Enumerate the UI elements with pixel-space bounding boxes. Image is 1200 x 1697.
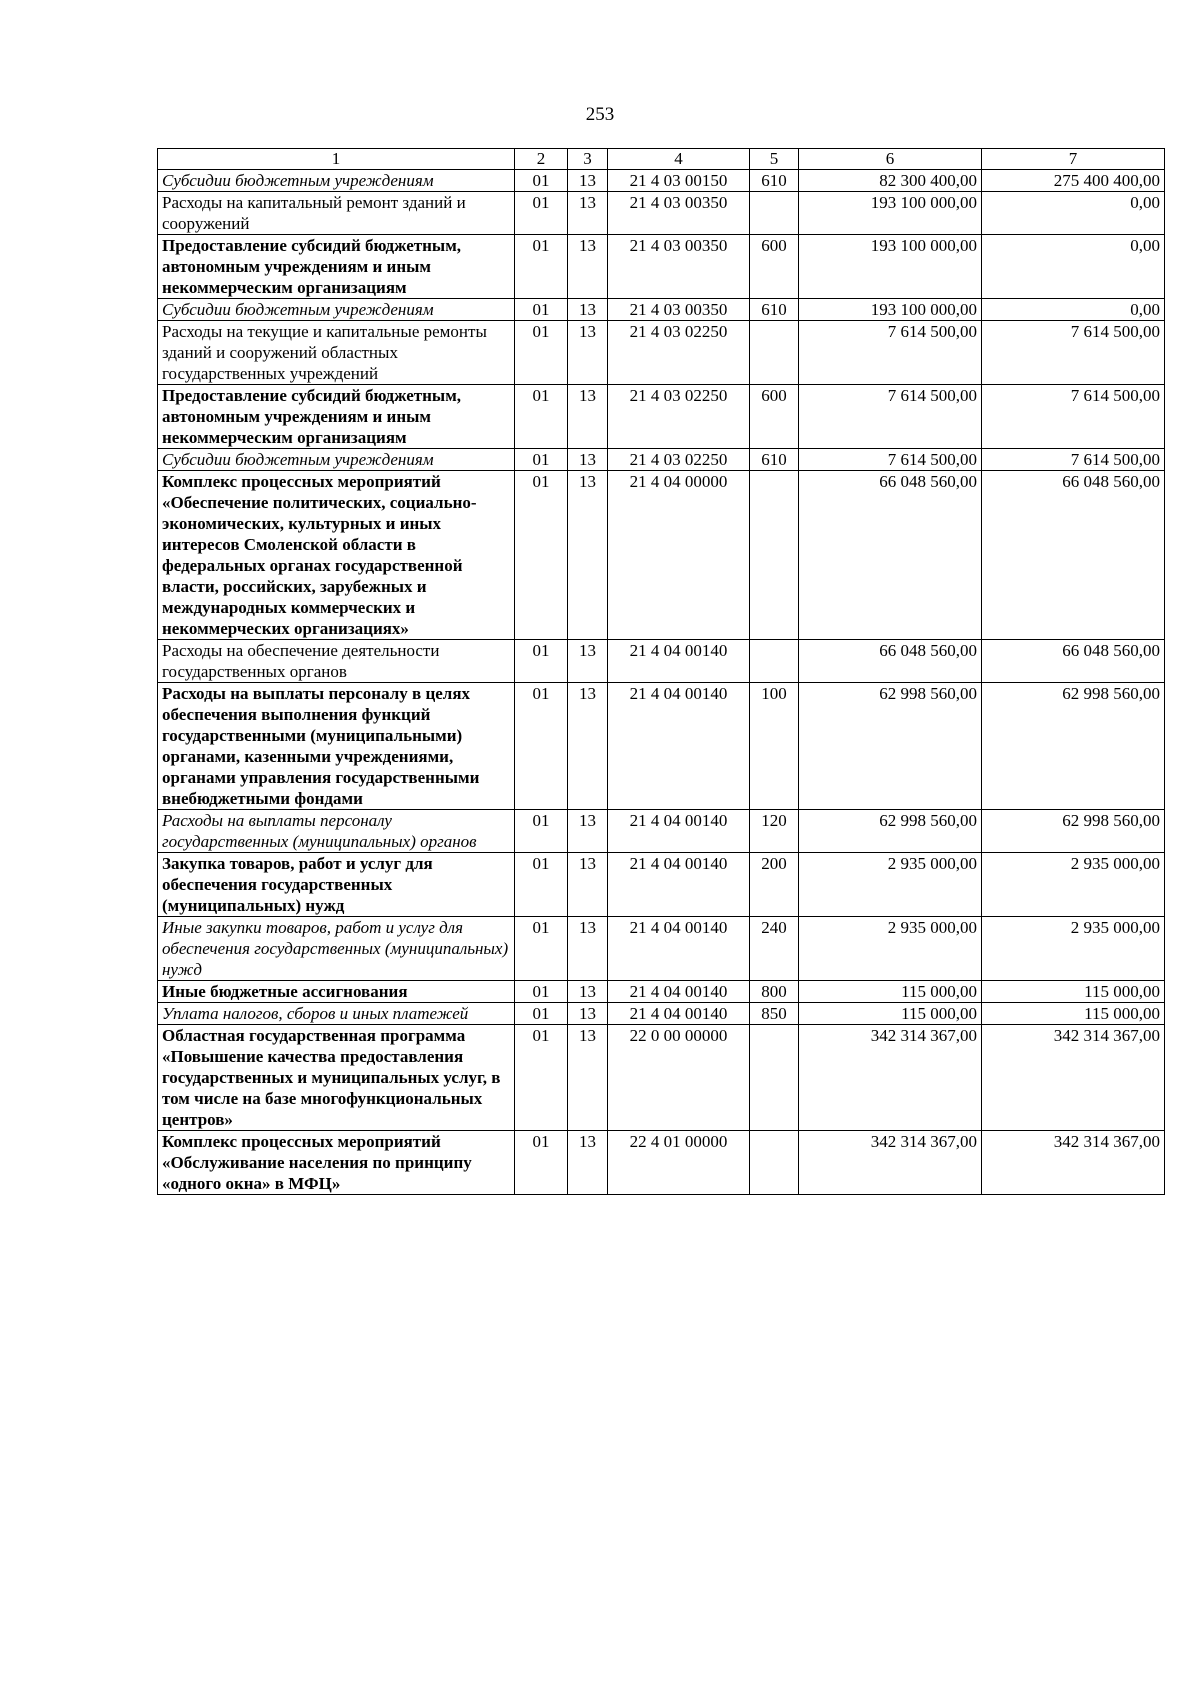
row-name-cell: Комплекс процессных мероприятий «Обеспечение политических, социально-экономических, культурных и иных интересов Смоленской области в федеральных органах государственной власти, российских, зарубежных и международных коммерческих и некоммерческих организациях» [158, 471, 515, 640]
amount-year1-cell: 193 100 000,00 [799, 235, 982, 299]
amount-year2-cell: 2 935 000,00 [982, 917, 1165, 981]
amount-year2-cell: 342 314 367,00 [982, 1025, 1165, 1131]
table-row [158, 471, 1165, 640]
header-row [158, 149, 1165, 170]
amount-year1-cell: 7 614 500,00 [799, 385, 982, 449]
table-row [158, 192, 1165, 235]
section-code-cell: 01 [515, 449, 568, 471]
section-code-cell: 01 [515, 683, 568, 810]
expense-type-cell [750, 321, 799, 385]
amount-year2-cell: 115 000,00 [982, 1003, 1165, 1025]
table-row [158, 853, 1165, 917]
amount-year2-cell: 2 935 000,00 [982, 853, 1165, 917]
row-name-cell: Субсидии бюджетным учреждениям [158, 449, 515, 471]
subsection-code-cell: 13 [568, 853, 608, 917]
amount-year2-cell: 115 000,00 [982, 981, 1165, 1003]
target-article-cell: 21 4 03 02250 [608, 449, 750, 471]
target-article-cell: 21 4 03 02250 [608, 385, 750, 449]
expense-type-cell: 600 [750, 385, 799, 449]
row-name-cell: Расходы на обеспечение деятельности государственных органов [158, 640, 515, 683]
subsection-code-cell: 13 [568, 917, 608, 981]
amount-year1-cell: 82 300 400,00 [799, 170, 982, 192]
subsection-code-cell: 13 [568, 810, 608, 853]
amount-year2-cell: 7 614 500,00 [982, 385, 1165, 449]
subsection-code-cell: 13 [568, 235, 608, 299]
amount-year1-cell: 62 998 560,00 [799, 810, 982, 853]
expense-type-cell: 610 [750, 170, 799, 192]
section-code-cell: 01 [515, 385, 568, 449]
table-row [158, 1003, 1165, 1025]
target-article-cell: 21 4 03 00150 [608, 170, 750, 192]
amount-year2-cell: 66 048 560,00 [982, 640, 1165, 683]
expense-type-cell: 600 [750, 235, 799, 299]
expense-type-cell [750, 640, 799, 683]
target-article-cell: 21 4 04 00140 [608, 683, 750, 810]
row-name-cell: Областная государственная программа «Повышение качества предоставления государственных и муниципальных услуг, в том числе на базе многофункциональных центров» [158, 1025, 515, 1131]
subsection-code-cell: 13 [568, 449, 608, 471]
expense-type-cell: 850 [750, 1003, 799, 1025]
target-article-cell: 22 4 01 00000 [608, 1131, 750, 1195]
expense-type-cell: 240 [750, 917, 799, 981]
row-name-cell: Субсидии бюджетным учреждениям [158, 170, 515, 192]
expense-type-cell: 800 [750, 981, 799, 1003]
target-article-cell: 21 4 03 00350 [608, 299, 750, 321]
subsection-code-cell: 13 [568, 1131, 608, 1195]
subsection-code-cell: 13 [568, 321, 608, 385]
expense-type-cell: 100 [750, 683, 799, 810]
row-name-cell: Субсидии бюджетным учреждениям [158, 299, 515, 321]
row-name-cell: Расходы на капитальный ремонт зданий и сооружений [158, 192, 515, 235]
row-name-cell: Иные закупки товаров, работ и услуг для обеспечения государственных (муниципальных) нужд [158, 917, 515, 981]
expense-type-cell [750, 192, 799, 235]
expense-type-cell [750, 1025, 799, 1131]
amount-year1-cell: 193 100 000,00 [799, 299, 982, 321]
target-article-cell: 22 0 00 00000 [608, 1025, 750, 1131]
row-name-cell: Расходы на выплаты персоналу в целях обеспечения выполнения функций государственными (муниципальными) органами, казенными учреждениями, органами управления государственными внебюджетными фондами [158, 683, 515, 810]
subsection-code-cell: 13 [568, 170, 608, 192]
table-body [158, 170, 1165, 1195]
table-row [158, 321, 1165, 385]
row-name-cell: Иные бюджетные ассигнования [158, 981, 515, 1003]
section-code-cell: 01 [515, 170, 568, 192]
expense-type-cell: 610 [750, 299, 799, 321]
section-code-cell: 01 [515, 810, 568, 853]
subsection-code-cell: 13 [568, 471, 608, 640]
section-code-cell: 01 [515, 853, 568, 917]
section-code-cell: 01 [515, 981, 568, 1003]
table-row [158, 235, 1165, 299]
amount-year1-cell: 342 314 367,00 [799, 1025, 982, 1131]
subsection-code-cell: 13 [568, 1003, 608, 1025]
amount-year2-cell: 0,00 [982, 235, 1165, 299]
section-code-cell: 01 [515, 321, 568, 385]
expense-type-cell [750, 1131, 799, 1195]
amount-year1-cell: 7 614 500,00 [799, 449, 982, 471]
amount-year1-cell: 2 935 000,00 [799, 917, 982, 981]
row-name-cell: Комплекс процессных мероприятий «Обслуживание населения по принципу «одного окна» в МФЦ» [158, 1131, 515, 1195]
section-code-cell: 01 [515, 235, 568, 299]
amount-year1-cell: 193 100 000,00 [799, 192, 982, 235]
section-code-cell: 01 [515, 917, 568, 981]
table-row [158, 810, 1165, 853]
subsection-code-cell: 13 [568, 192, 608, 235]
amount-year1-cell: 66 048 560,00 [799, 640, 982, 683]
expense-type-cell [750, 471, 799, 640]
target-article-cell: 21 4 04 00000 [608, 471, 750, 640]
amount-year2-cell: 275 400 400,00 [982, 170, 1165, 192]
table-row [158, 170, 1165, 192]
amount-year1-cell: 7 614 500,00 [799, 321, 982, 385]
subsection-code-cell: 13 [568, 640, 608, 683]
subsection-code-cell: 13 [568, 385, 608, 449]
section-code-cell: 01 [515, 192, 568, 235]
header-col-4: 4 [608, 149, 750, 170]
table-row [158, 981, 1165, 1003]
amount-year2-cell: 0,00 [982, 299, 1165, 321]
table-row [158, 640, 1165, 683]
expense-type-cell: 120 [750, 810, 799, 853]
subsection-code-cell: 13 [568, 981, 608, 1003]
row-name-cell: Предоставление субсидий бюджетным, автономным учреждениям и иным некоммерческим организациям [158, 385, 515, 449]
amount-year1-cell: 66 048 560,00 [799, 471, 982, 640]
section-code-cell: 01 [515, 299, 568, 321]
header-col-5: 5 [750, 149, 799, 170]
page-number: 253 [585, 104, 615, 125]
table-row [158, 449, 1165, 471]
subsection-code-cell: 13 [568, 299, 608, 321]
amount-year2-cell: 7 614 500,00 [982, 449, 1165, 471]
target-article-cell: 21 4 04 00140 [608, 853, 750, 917]
header-col-6: 6 [799, 149, 982, 170]
target-article-cell: 21 4 04 00140 [608, 640, 750, 683]
target-article-cell: 21 4 04 00140 [608, 981, 750, 1003]
table-row [158, 1025, 1165, 1131]
amount-year2-cell: 62 998 560,00 [982, 810, 1165, 853]
section-code-cell: 01 [515, 1131, 568, 1195]
subsection-code-cell: 13 [568, 1025, 608, 1131]
subsection-code-cell: 13 [568, 683, 608, 810]
section-code-cell: 01 [515, 471, 568, 640]
target-article-cell: 21 4 03 02250 [608, 321, 750, 385]
target-article-cell: 21 4 04 00140 [608, 810, 750, 853]
amount-year1-cell: 342 314 367,00 [799, 1131, 982, 1195]
header-col-2: 2 [515, 149, 568, 170]
table-row [158, 683, 1165, 810]
budget-table [157, 148, 1165, 1195]
table-row [158, 299, 1165, 321]
section-code-cell: 01 [515, 1003, 568, 1025]
expense-type-cell: 200 [750, 853, 799, 917]
amount-year1-cell: 2 935 000,00 [799, 853, 982, 917]
amount-year1-cell: 62 998 560,00 [799, 683, 982, 810]
amount-year2-cell: 342 314 367,00 [982, 1131, 1165, 1195]
target-article-cell: 21 4 03 00350 [608, 235, 750, 299]
row-name-cell: Расходы на текущие и капитальные ремонты зданий и сооружений областных государственных учреждений [158, 321, 515, 385]
amount-year1-cell: 115 000,00 [799, 1003, 982, 1025]
table-row [158, 917, 1165, 981]
row-name-cell: Предоставление субсидий бюджетным, автономным учреждениям и иным некоммерческим организациям [158, 235, 515, 299]
expense-type-cell: 610 [750, 449, 799, 471]
table-row [158, 385, 1165, 449]
header-col-3: 3 [568, 149, 608, 170]
target-article-cell: 21 4 04 00140 [608, 917, 750, 981]
row-name-cell: Уплата налогов, сборов и иных платежей [158, 1003, 515, 1025]
amount-year2-cell: 0,00 [982, 192, 1165, 235]
amount-year1-cell: 115 000,00 [799, 981, 982, 1003]
target-article-cell: 21 4 03 00350 [608, 192, 750, 235]
amount-year2-cell: 62 998 560,00 [982, 683, 1165, 810]
header-col-1: 1 [158, 149, 515, 170]
table-row [158, 1131, 1165, 1195]
row-name-cell: Расходы на выплаты персоналу государственных (муниципальных) органов [158, 810, 515, 853]
header-col-7: 7 [982, 149, 1165, 170]
amount-year2-cell: 7 614 500,00 [982, 321, 1165, 385]
target-article-cell: 21 4 04 00140 [608, 1003, 750, 1025]
section-code-cell: 01 [515, 1025, 568, 1131]
section-code-cell: 01 [515, 640, 568, 683]
row-name-cell: Закупка товаров, работ и услуг для обеспечения государственных (муниципальных) нужд [158, 853, 515, 917]
amount-year2-cell: 66 048 560,00 [982, 471, 1165, 640]
